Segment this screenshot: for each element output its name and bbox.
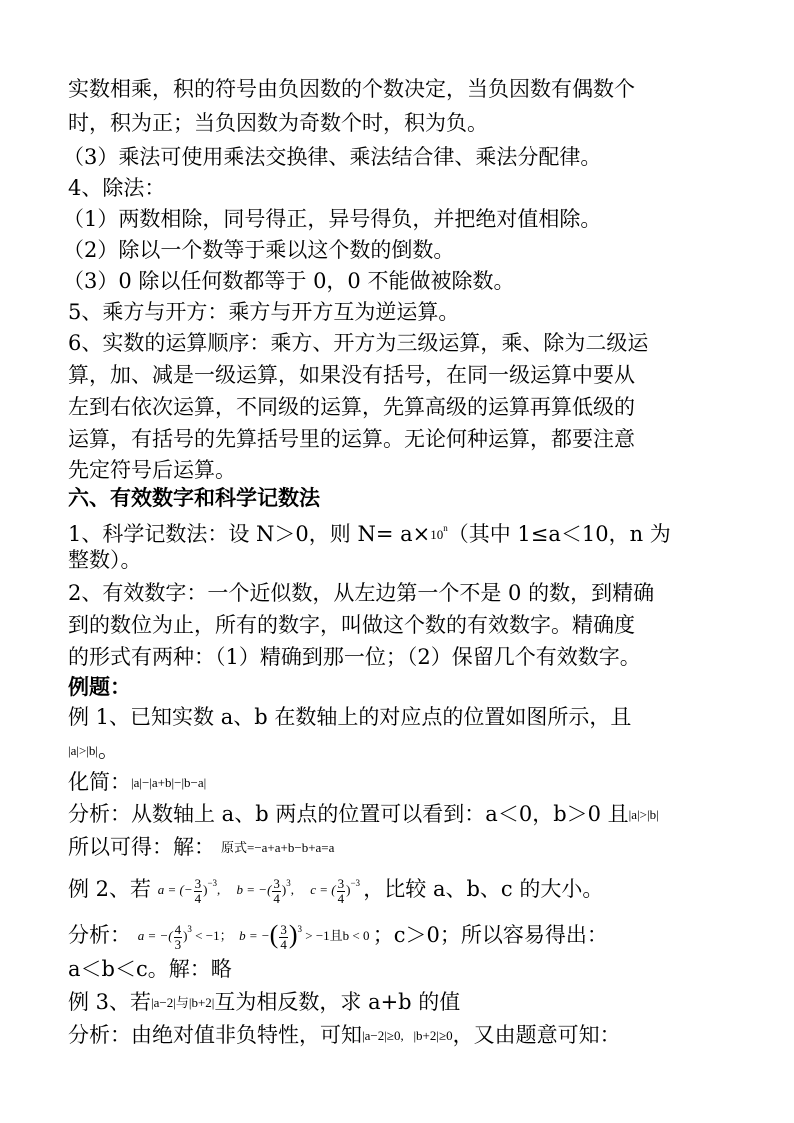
- math-exponent: 3: [297, 924, 302, 934]
- text-line: 2、有效数字：一个近似数，从左边第一个不是 0 的数，到精确: [68, 581, 655, 605]
- math-text: c = (: [310, 882, 336, 897]
- text-line: 先定符号后运算。: [68, 458, 236, 482]
- numerator: 3: [194, 875, 202, 891]
- text-span: 例 2、若: [68, 877, 152, 901]
- math-expression: |a|−|a+b|−|b−a|: [131, 775, 207, 790]
- math-paren: ): [288, 920, 298, 949]
- examples-label: 例题：: [68, 674, 131, 699]
- math-text: b = −(: [236, 882, 272, 897]
- math-text: a = −(: [137, 928, 173, 943]
- math-exponent: n: [443, 523, 448, 533]
- math-paren: (: [269, 920, 279, 949]
- text-line: 左到右依次运算，不同级的运算，先算高级的运算再算低级的: [68, 395, 635, 419]
- math-expression: |a−2|≥0, |b+2|≥0: [362, 1028, 453, 1043]
- fraction: [174, 923, 183, 952]
- text-span: ，又由题意可知：: [452, 1023, 621, 1047]
- text-span: 所以可得：解：: [68, 835, 215, 859]
- math-text: ): [203, 882, 208, 897]
- text-line: 例 1、已知实数 a、b 在数轴上的对应点的位置如图所示，且: [68, 705, 632, 729]
- fraction: [194, 877, 203, 906]
- text-span: 化简：: [68, 770, 131, 794]
- text-line: [68, 830, 738, 865]
- text-span: 分析：从数轴上 a、b 两点的位置可以看到：a＜0，b＞0 且: [68, 802, 629, 826]
- text-line: 到的数位为止，所有的数字，叫做这个数的有效数字。精确度: [68, 613, 635, 637]
- text-line: 整数）。: [68, 548, 142, 572]
- math-exponent: 3: [286, 878, 291, 888]
- math-expression: a = −( $\frac{4}{3}$ )$^3$ < −1； b = −( $\frac{3}{4}$ )$^3$ > −1且b < 0: [137, 920, 370, 952]
- denominator: 3: [174, 936, 182, 952]
- text-line: [68, 985, 738, 1020]
- text-span: 1、科学记数法：设 N＞0，则 N= a×: [68, 522, 431, 546]
- text-line: 4、除法：: [68, 176, 166, 200]
- denominator: 4: [337, 890, 345, 906]
- math-expression: a = (− $\frac{3}{4}$ )$^{-3}$, b = −( $\frac{3}{4}$ )$^3$, c = ( $\frac{3}{4}$ )$^{-3}$: [157, 875, 361, 906]
- numerator: 4: [174, 921, 182, 937]
- text-line: 运算，有括号的先算括号里的运算。无论何种运算，都要注意: [68, 427, 635, 451]
- text-span: ；c＞0；所以容易得出：: [372, 923, 608, 947]
- text-line: 6、实数的运算顺序：乘方、开方为三级运算，乘、除为二级运: [68, 331, 649, 355]
- text-line: 5、乘方与开方：乘方与开方互为逆运算。: [68, 300, 460, 324]
- denominator: 4: [280, 936, 287, 952]
- text-span: 。: [98, 738, 120, 762]
- math-exponent: −3: [350, 878, 361, 888]
- text-line: （1）两数相除，同号得正，异号得负，并把绝对值相除。: [63, 207, 602, 231]
- math-text: > −1且b < 0: [301, 928, 370, 943]
- text-line: 算，加、减是一级运算，如果没有括号，在同一级运算中要从: [68, 363, 635, 387]
- text-line: 时，积为正；当负因数为奇数个时，积为负。: [68, 111, 488, 135]
- math-expression: |a|>|b|: [628, 807, 659, 822]
- math-expression: [430, 523, 448, 542]
- text-line: （3）0 除以任何数都等于 0，0 不能做被除数。: [63, 269, 515, 293]
- numerator: 3: [280, 921, 287, 937]
- fraction: [337, 877, 346, 906]
- denominator: 4: [273, 890, 280, 906]
- text-line: （2）除以一个数等于乘以这个数的倒数。: [63, 238, 455, 262]
- text-line: [68, 765, 738, 800]
- text-line: [68, 862, 738, 911]
- math-text: b = −: [239, 928, 270, 943]
- text-line: a＜b＜c。解：略: [68, 957, 232, 981]
- text-line: （3）乘法可使用乘法交换律、乘法结合律、乘法分配律。: [63, 145, 602, 169]
- text-line: [68, 733, 738, 768]
- text-span: ，比较 a、b、c 的大小。: [363, 877, 604, 901]
- text-span: 例 3、若: [68, 990, 152, 1014]
- math-text: a = (−: [157, 882, 193, 897]
- math-expression: |a|>|b|: [68, 743, 99, 758]
- math-expression: |a−2|与|b+2|: [151, 995, 215, 1010]
- math-exponent: 3: [187, 924, 192, 934]
- denominator: 4: [194, 890, 202, 906]
- text-span: 分析：由绝对值非负特性，可知: [68, 1023, 362, 1047]
- numerator: 3: [337, 875, 345, 891]
- text-line: [68, 1018, 738, 1053]
- math-exponent: −3: [207, 878, 218, 888]
- text-span: 分析：: [68, 923, 131, 947]
- math-text: < −1: [191, 928, 220, 943]
- math-base: 10: [430, 527, 444, 542]
- text-line: [68, 797, 738, 832]
- math-expression: 原式=−a+a+b−b+a=a: [221, 840, 335, 855]
- section-heading: 六、有效数字和科学记数法: [68, 485, 320, 510]
- text-span: （其中 1≤a＜10，n 为: [447, 522, 671, 546]
- fraction: [279, 923, 288, 952]
- numerator: 3: [273, 875, 280, 891]
- text-span: 互为相反数，求 a+b 的值: [214, 990, 461, 1014]
- text-line: 的形式有两种：（1）精确到那一位；（2）保留几个有效数字。: [68, 645, 641, 669]
- text-line: 实数相乘，积的符号由负因数的个数决定，当负因数有偶数个: [68, 77, 635, 101]
- fraction: [272, 877, 281, 906]
